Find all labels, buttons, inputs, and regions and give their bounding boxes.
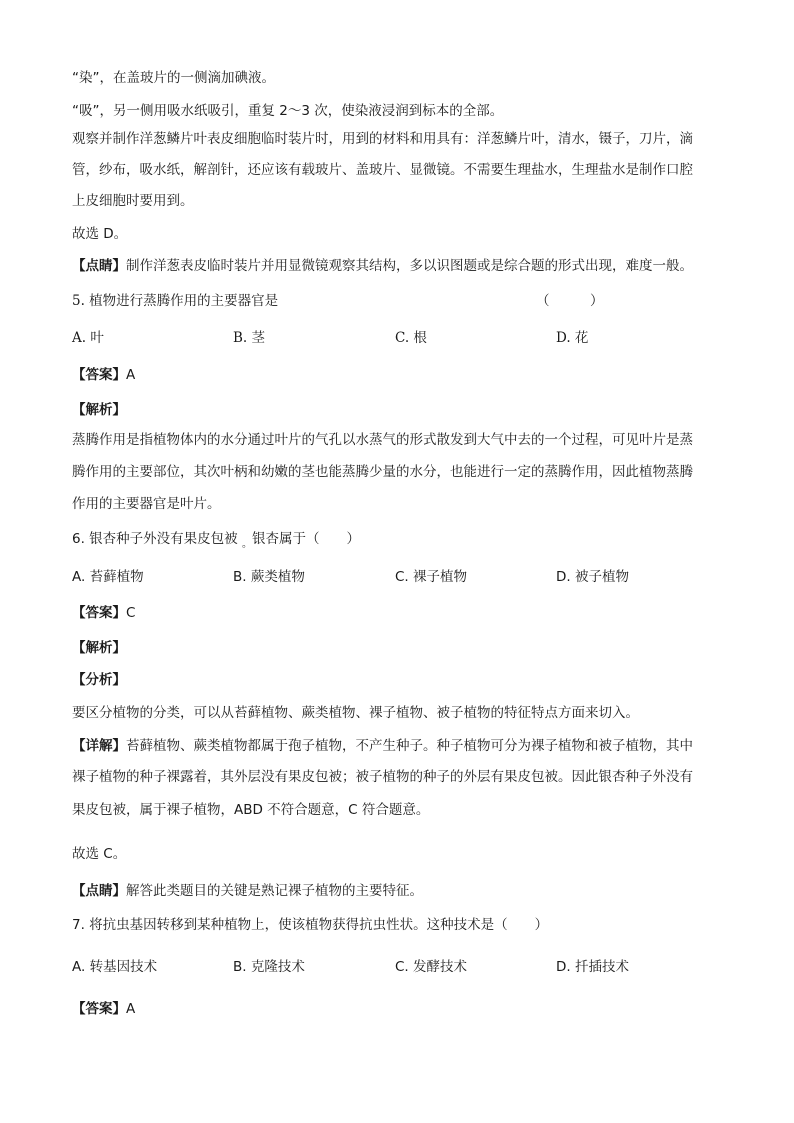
q5-option-d: D. 花 — [556, 330, 589, 346]
q7-option-a: A. 转基因技术 — [72, 959, 158, 975]
q6-conclusion: 故选 C。 — [72, 846, 127, 862]
q5-answer-blank: （ ） — [536, 293, 604, 309]
q6-analysis-tag: 【解析】 — [72, 640, 126, 656]
stain-step: “染”，在盖玻片的一侧滴加碘液。 — [72, 70, 275, 86]
q7-option-c: C. 发酵技术 — [395, 959, 468, 975]
q6-option-b: B. 蕨类植物 — [233, 569, 305, 585]
q7-stem: 7. 将抗虫基因转移到某种植物上，使该植物获得抗虫性状。这种技术是（ ） — [72, 917, 549, 933]
q5-analysis-line-1: 蒸腾作用是指植物体内的水分通过叶片的气孔以水蒸气的形式散发到大气中去的一个过程，可见叶片是蒸 — [72, 432, 693, 448]
q6-detail-line-3: 果皮包被，属于裸子植物，ABD 不符合题意，C 符合题意。 — [72, 802, 430, 818]
q6-stem-period: 。 — [241, 539, 252, 550]
q5-stem: 5. 植物进行蒸腾作用的主要器官是 — [72, 293, 279, 309]
answer-tag: 【答案】 — [72, 367, 126, 383]
q6-fenxi-tag: 【分析】 — [72, 672, 126, 688]
materials-line-2: 管，纱布，吸水纸，解剖针，还应该有载玻片、盖玻片、显微镜。不需要生理盐水，生理盐水是制作口腔 — [72, 162, 693, 178]
q6-answer — [72, 604, 135, 622]
q4-comment — [72, 257, 693, 275]
comment-tag: 【点睛】 — [72, 883, 126, 899]
comment-tag: 【点睛】 — [72, 258, 126, 274]
materials-line-1: 观察并制作洋葱鳞片叶表皮细胞临时装片时，用到的材料和用具有：洋葱鳞片叶，清水，镊子，刀片，滴 — [72, 131, 693, 147]
answer-value: C — [126, 605, 136, 621]
q6-option-a: A. 苔藓植物 — [72, 569, 144, 585]
answer-value: A — [126, 367, 136, 383]
q6-option-c: C. 裸子植物 — [395, 569, 468, 585]
absorb-step: “吸”，另一侧用吸水纸吸引，重复 2～3 次，使染液浸润到标本的全部。 — [72, 103, 504, 119]
q4-conclusion: 故选 D。 — [72, 226, 128, 242]
q6-detail-line-1 — [72, 737, 693, 755]
q5-analysis-line-2: 腾作用的主要部位，其次叶柄和幼嫩的茎也能蒸腾少量的水分，也能进行一定的蒸腾作用，因此植物蒸腾 — [72, 464, 693, 480]
q6-stem — [72, 530, 360, 554]
q5-analysis-line-3: 作用的主要器官是叶片。 — [72, 496, 221, 512]
materials-line-3: 上皮细胞时要用到。 — [72, 193, 194, 209]
q5-option-a: A. 叶 — [72, 330, 104, 346]
q6-stem-part-2: 银杏属于（ ） — [251, 531, 360, 547]
detail-tag: 【详解】 — [72, 738, 126, 754]
answer-tag: 【答案】 — [72, 605, 126, 621]
q6-comment — [72, 882, 423, 900]
q7-option-b: B. 克隆技术 — [233, 959, 305, 975]
q6-fenxi-text: 要区分植物的分类，可以从苔藓植物、蕨类植物、裸子植物、被子植物的特征特点方面来切入。 — [72, 705, 639, 721]
q5-option-b: B. 茎 — [233, 330, 266, 346]
q6-option-d: D. 被子植物 — [556, 569, 629, 585]
comment-text: 解答此类题目的关键是熟记裸子植物的主要特征。 — [126, 883, 423, 899]
q6-detail-line-2: 裸子植物的种子裸露着，其外层没有果皮包被；被子植物的种子的外层有果皮包被。因此银杏种子外没有 — [72, 769, 693, 785]
q7-answer — [72, 1000, 135, 1018]
q5-option-c: C. 根 — [395, 330, 427, 346]
detail-text: 苔藓植物、蕨类植物都属于孢子植物，不产生种子。种子植物可分为裸子植物和被子植物，其中 — [126, 738, 693, 754]
answer-value: A — [126, 1001, 136, 1017]
comment-text: 制作洋葱表皮临时装片并用显微镜观察其结构，多以识图题或是综合题的形式出现，难度一般。 — [126, 258, 693, 274]
q6-stem-part-1: 6. 银杏种子外没有果皮包被 — [72, 531, 238, 547]
q5-analysis-tag: 【解析】 — [72, 402, 126, 418]
answer-tag: 【答案】 — [72, 1001, 126, 1017]
q5-answer — [72, 366, 135, 384]
q7-option-d: D. 扦插技术 — [556, 959, 629, 975]
